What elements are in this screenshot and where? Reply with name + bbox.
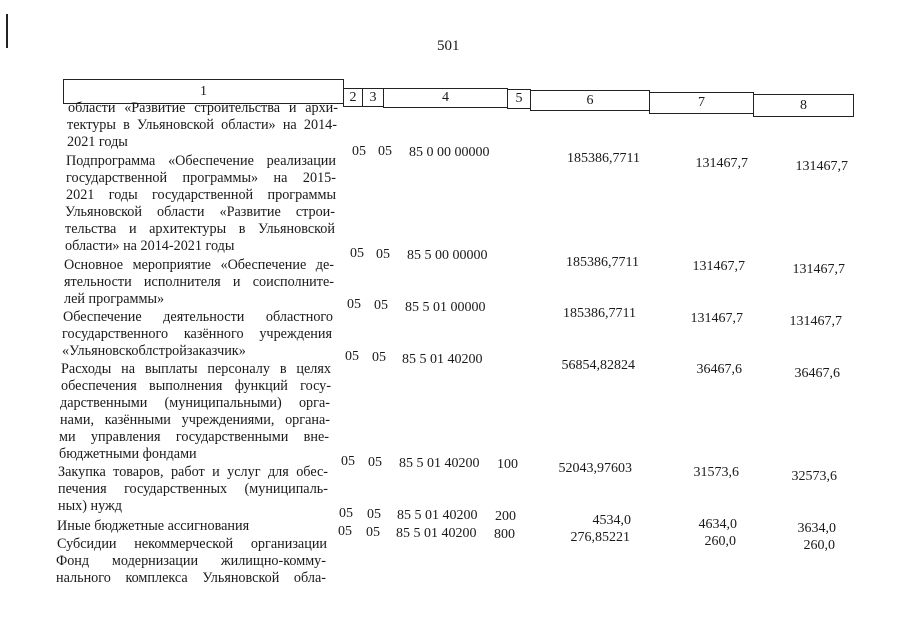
- header-col-6-label: 6: [586, 93, 594, 108]
- header-col-2: [343, 88, 363, 107]
- row-subsection-code: 05: [376, 247, 390, 262]
- row-amount-col7: 260,0: [704, 534, 736, 549]
- row-amount-col8: 131467,7: [789, 314, 842, 329]
- row-description-line: печения государственных (муниципаль-: [58, 481, 328, 497]
- header-col-7-label: 7: [698, 95, 705, 110]
- row-description-line: тельства и архитектуры в Ульяновской: [65, 221, 335, 237]
- row-target-article: 85 5 01 40200: [396, 526, 477, 541]
- row-section-code: 05: [350, 246, 364, 261]
- row-section-code: 05: [338, 524, 352, 539]
- row-description-line: нального комплекса Ульяновской обла-: [56, 570, 326, 586]
- row-amount-col7: 36467,6: [696, 362, 742, 377]
- row-description-line: Обеспечение деятельности областного: [63, 309, 333, 325]
- row-amount-col6: 4534,0: [592, 513, 631, 528]
- row-target-article: 85 5 00 00000: [407, 248, 488, 263]
- row-section-code: 05: [341, 454, 355, 469]
- row-description-line: Подпрограмма «Обеспечение реализации: [66, 153, 336, 169]
- row-amount-col6: 185386,7711: [566, 255, 639, 270]
- row-description-line: Фонд модернизации жилищно-комму-: [56, 553, 326, 569]
- row-description-line: Субсидии некоммерческой организации: [57, 536, 327, 552]
- header-col-7: [649, 92, 754, 114]
- row-section-code: 05: [352, 144, 366, 159]
- row-amount-col7: 4634,0: [698, 517, 737, 532]
- row-target-article: 85 0 00 00000: [409, 145, 490, 160]
- header-col-4-label: 4: [442, 90, 449, 105]
- row-target-article: 85 5 01 00000: [405, 300, 486, 315]
- row-description-line: области» на 2014-2021 годы: [65, 238, 235, 254]
- row-amount-col8: 131467,7: [792, 262, 845, 277]
- row-amount-col6: 185386,7711: [563, 306, 636, 321]
- row-description-line: Иные бюджетные ассигнования: [57, 518, 250, 534]
- row-amount-col7: 131467,7: [695, 156, 748, 171]
- row-description-line: 2021 годы государственной программы: [66, 187, 336, 203]
- row-subsection-code: 05: [366, 525, 380, 540]
- row-description-line: Расходы на выплаты персоналу в целях: [61, 361, 331, 377]
- row-amount-col8: 3634,0: [797, 521, 836, 536]
- row-description-line: дарственными (муниципальными) орга-: [60, 395, 330, 411]
- row-subsection-code: 05: [368, 455, 382, 470]
- row-section-code: 05: [339, 506, 353, 521]
- header-col-8-label: 8: [800, 98, 807, 113]
- row-amount-col8: 32573,6: [791, 469, 837, 484]
- row-subsection-code: 05: [374, 298, 388, 313]
- row-description-line: лей программы»: [64, 291, 165, 307]
- row-subsection-code: 05: [367, 507, 381, 522]
- row-amount-col8: 36467,6: [794, 366, 840, 381]
- row-description-line: ми управления государственными вне-: [59, 429, 329, 445]
- row-description-line: государственной программы» на 2015-: [66, 170, 336, 186]
- row-amount-col8: 131467,7: [795, 159, 848, 174]
- row-amount-col7: 31573,6: [693, 465, 739, 480]
- row-amount-col6: 52043,97603: [558, 461, 632, 476]
- row-amount-col6: 185386,7711: [567, 151, 640, 166]
- row-amount-col8: 260,0: [803, 538, 835, 553]
- row-section-code: 05: [347, 297, 361, 312]
- header-col-5: [507, 89, 531, 109]
- row-description-line: 2021 годы: [67, 134, 128, 150]
- row-amount-col7: 131467,7: [692, 259, 745, 274]
- row-target-article: 85 5 01 40200: [397, 508, 478, 523]
- row-description-line: обеспечения выполнения функций госу-: [61, 378, 331, 394]
- header-col-8: [753, 94, 854, 117]
- row-expense-type: 100: [497, 457, 518, 472]
- row-description-line: нами, казёнными учреждениями, органа-: [60, 412, 330, 428]
- row-expense-type: 800: [494, 527, 515, 542]
- row-amount-col7: 131467,7: [690, 311, 743, 326]
- row-description-line: Закупка товаров, работ и услуг для обес-: [58, 464, 328, 480]
- row-description-line: ятельности исполнителя и соисполните-: [64, 274, 334, 290]
- row-section-code: 05: [345, 349, 359, 364]
- row-description-line: Основное мероприятие «Обеспечение де-: [64, 257, 334, 273]
- row-amount-col6: 276,85221: [570, 530, 630, 545]
- row-description-line: бюджетными фондами: [59, 446, 197, 462]
- margin-mark: [6, 14, 8, 48]
- header-col-6: [530, 90, 650, 111]
- header-col-2-label: 2: [349, 90, 357, 105]
- row-subsection-code: 05: [372, 350, 386, 365]
- row-description-line: области «Развитие строительства и архи-: [68, 100, 338, 116]
- header-col-3: [362, 88, 384, 107]
- row-description-line: государственного казённого учреждения: [62, 326, 332, 342]
- row-subsection-code: 05: [378, 144, 392, 159]
- header-col-5-label: 5: [515, 91, 523, 106]
- header-col-4: [383, 88, 508, 108]
- row-target-article: 85 5 01 40200: [402, 352, 483, 367]
- row-description-line: ных) нужд: [58, 498, 123, 514]
- row-description-line: Ульяновской области «Развитие строи-: [65, 204, 335, 220]
- page-number: 501: [437, 38, 460, 54]
- row-amount-col6: 56854,82824: [561, 358, 635, 373]
- row-target-article: 85 5 01 40200: [399, 456, 480, 471]
- row-description-line: тектуры в Ульяновской области» на 2014-: [67, 117, 337, 133]
- row-description-line: «Ульяновскоблстройзаказчик»: [62, 343, 246, 359]
- header-col-3-label: 3: [369, 90, 377, 105]
- header-col-1-label: 1: [200, 84, 207, 99]
- row-expense-type: 200: [495, 509, 516, 524]
